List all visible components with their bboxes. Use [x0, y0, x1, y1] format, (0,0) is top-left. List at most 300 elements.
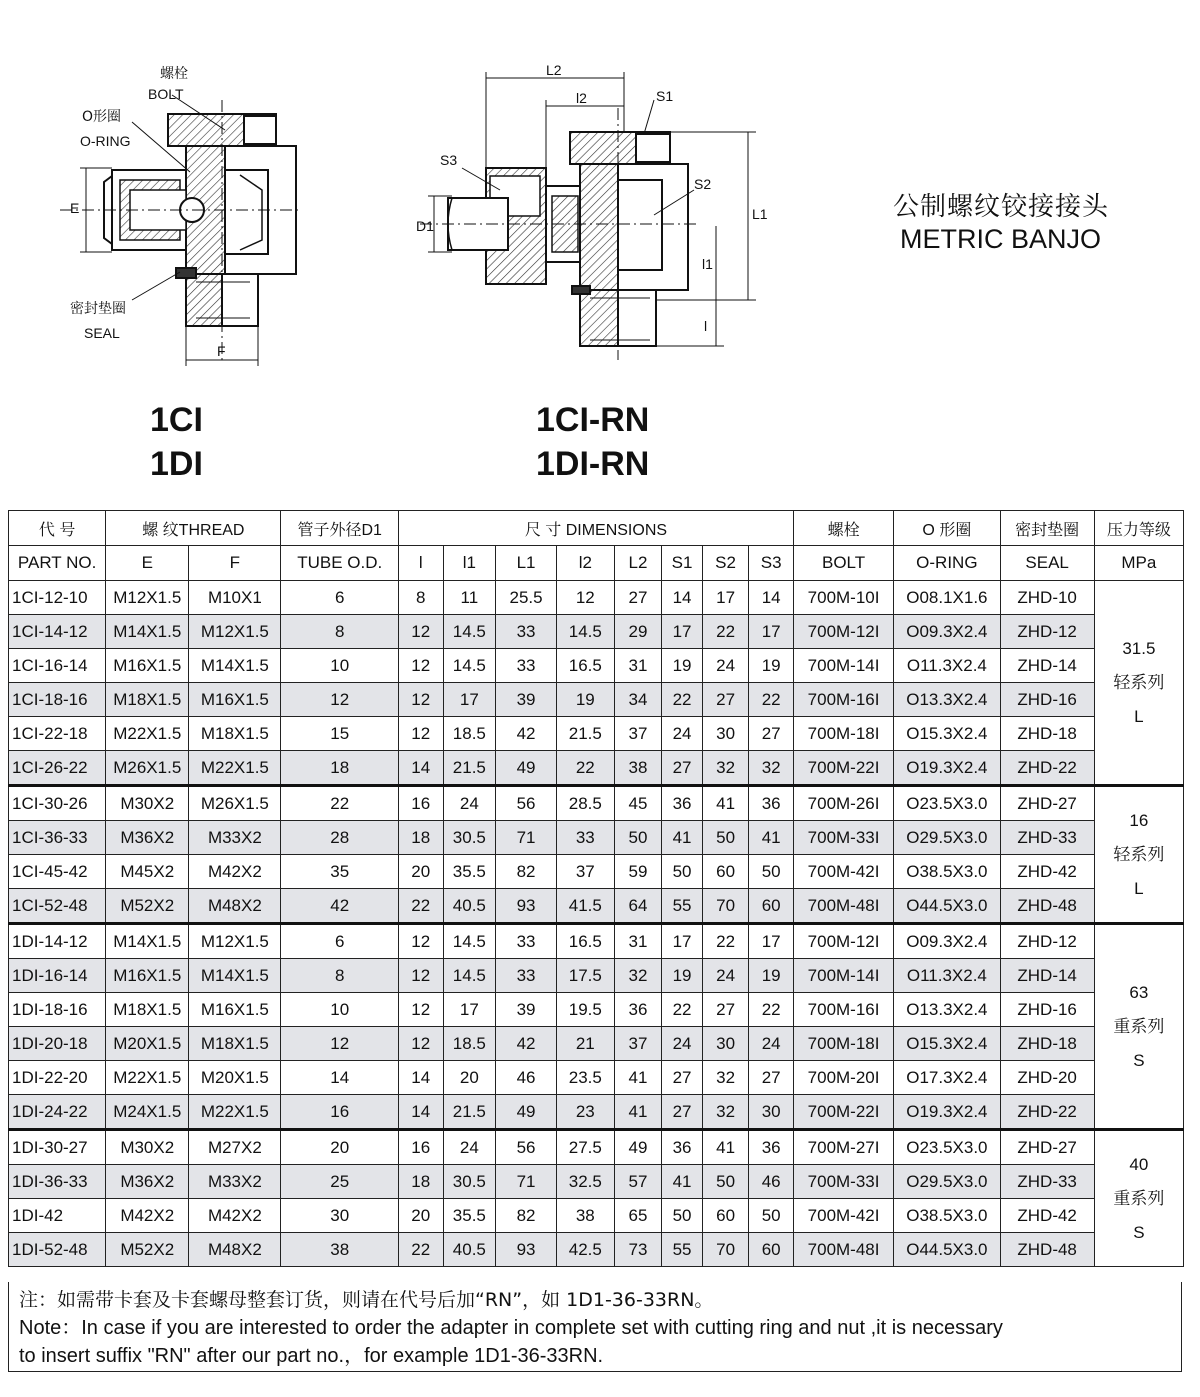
table-cell: M26X1.5: [189, 786, 281, 821]
table-cell: 700M-14I: [793, 959, 893, 993]
table-cell: 8: [398, 581, 443, 615]
table-cell: 10: [281, 993, 398, 1027]
table-cell: ZHD-48: [1000, 889, 1094, 924]
table-cell: 16.5: [556, 924, 614, 959]
pressure-letter: L: [1134, 878, 1144, 898]
table-row: [9, 1233, 1184, 1267]
head-f: F: [189, 546, 281, 581]
table-cell: 20: [281, 1130, 398, 1165]
table-cell: 19: [556, 683, 614, 717]
table-cell: O23.5X3.0: [894, 1130, 1000, 1165]
pressure-class-cell: [1094, 786, 1183, 924]
table-cell: 33: [496, 924, 557, 959]
table-cell: 12: [398, 924, 443, 959]
table-cell: 50: [662, 1199, 703, 1233]
table-cell: 35: [281, 855, 398, 889]
table-row: [9, 1061, 1184, 1095]
table-cell: 32: [749, 751, 794, 786]
table-cell: 73: [614, 1233, 662, 1267]
table-cell: O15.3X2.4: [894, 1027, 1000, 1061]
table-cell: 700M-22I: [793, 751, 893, 786]
table-cell: 1CI-52-48: [9, 889, 106, 924]
table-cell: 30: [702, 1027, 749, 1061]
model-left: [150, 398, 203, 486]
table-cell: M14X1.5: [106, 924, 189, 959]
table-cell: M18X1.5: [106, 993, 189, 1027]
table-cell: M33X2: [189, 1165, 281, 1199]
table-cell: M52X2: [106, 1233, 189, 1267]
seal-label-en: SEAL: [84, 325, 120, 341]
table-cell: 93: [496, 889, 557, 924]
table-cell: 33: [496, 649, 557, 683]
table-row: [9, 1165, 1184, 1199]
table-cell: 27: [614, 581, 662, 615]
bolt-label-cn: 螺栓: [160, 66, 188, 82]
table-row: [9, 1027, 1184, 1061]
head-s3: S3: [749, 546, 794, 581]
table-cell: 93: [496, 1233, 557, 1267]
table-cell: 700M-10I: [793, 581, 893, 615]
table-cell: 55: [662, 1233, 703, 1267]
table-cell: ZHD-10: [1000, 581, 1094, 615]
table-cell: 49: [614, 1130, 662, 1165]
head-seal-en: SEAL: [1000, 546, 1094, 581]
table-cell: 29: [614, 615, 662, 649]
table-cell: M24X1.5: [106, 1095, 189, 1130]
pressure-class-cell: [1094, 1130, 1183, 1267]
table-cell: 12: [398, 993, 443, 1027]
table-cell: M22X1.5: [189, 751, 281, 786]
table-cell: 42: [281, 889, 398, 924]
table-cell: 12: [398, 615, 443, 649]
table-cell: 31: [614, 924, 662, 959]
dim-f-label: F: [217, 343, 226, 359]
table-row: [9, 889, 1184, 924]
table-cell: 27.5: [556, 1130, 614, 1165]
table-cell: 14: [281, 1061, 398, 1095]
table-cell: 1DI-18-16: [9, 993, 106, 1027]
table-cell: 700M-26I: [793, 786, 893, 821]
dim-l2-label: l2: [576, 90, 587, 106]
head-tube-en: TUBE O.D.: [281, 546, 398, 581]
table-cell: 19.5: [556, 993, 614, 1027]
table-row: [9, 717, 1184, 751]
table-cell: 22: [281, 786, 398, 821]
table-cell: 1DI-36-33: [9, 1165, 106, 1199]
table-cell: ZHD-22: [1000, 751, 1094, 786]
table-cell: 24: [443, 1130, 496, 1165]
dim-D1-label: D1: [416, 218, 434, 234]
table-cell: 1DI-16-14: [9, 959, 106, 993]
title-english: METRIC BANJO: [900, 224, 1102, 254]
table-cell: 49: [496, 1095, 557, 1130]
table-cell: ZHD-42: [1000, 1199, 1094, 1233]
oring-label-en: O-RING: [80, 133, 131, 149]
table-cell: 22: [662, 683, 703, 717]
model-right-1: 1CI-RN: [536, 401, 650, 439]
table-cell: 70: [702, 889, 749, 924]
table-cell: 24: [662, 1027, 703, 1061]
table-cell: M16X1.5: [189, 993, 281, 1027]
table-cell: 42: [496, 717, 557, 751]
table-cell: 14: [749, 581, 794, 615]
table-cell: 28.5: [556, 786, 614, 821]
table-cell: ZHD-12: [1000, 615, 1094, 649]
table-cell: 16: [281, 1095, 398, 1130]
table-cell: 31: [614, 649, 662, 683]
table-cell: 17: [702, 581, 749, 615]
table-cell: ZHD-42: [1000, 855, 1094, 889]
seal-label-cn: 密封垫圈: [70, 301, 126, 317]
dim-S3-label: S3: [440, 152, 458, 168]
model-left-2: 1DI: [150, 445, 203, 483]
table-cell: 24: [443, 786, 496, 821]
table-cell: M42X2: [189, 855, 281, 889]
note-english-1: Note：In case if you are interested to order the adapter in complete set with cutting ring and nut ,it is necessary: [19, 1317, 1003, 1339]
table-cell: 27: [662, 1095, 703, 1130]
table-cell: 41: [702, 786, 749, 821]
table-cell: 700M-20I: [793, 1061, 893, 1095]
table-cell: ZHD-27: [1000, 786, 1094, 821]
table-cell: 22: [749, 993, 794, 1027]
table-cell: 27: [662, 1061, 703, 1095]
table-cell: 1CI-16-14: [9, 649, 106, 683]
table-cell: 39: [496, 683, 557, 717]
table-cell: M16X1.5: [106, 649, 189, 683]
table-cell: 14.5: [443, 615, 496, 649]
pressure-letter: L: [1134, 706, 1144, 726]
table-cell: 17: [749, 924, 794, 959]
table-cell: O44.5X3.0: [894, 889, 1000, 924]
table-cell: 10: [281, 649, 398, 683]
head-dimensions: 尺 寸 DIMENSIONS: [398, 511, 793, 546]
table-cell: 50: [702, 821, 749, 855]
head-L2: L2: [614, 546, 662, 581]
table-cell: M45X2: [106, 855, 189, 889]
table-cell: 17: [749, 615, 794, 649]
table-cell: 23.5: [556, 1061, 614, 1095]
head-thread: 螺 纹THREAD: [106, 511, 281, 546]
table-cell: 700M-33I: [793, 1165, 893, 1199]
table-cell: O38.5X3.0: [894, 1199, 1000, 1233]
table-cell: 36: [662, 786, 703, 821]
head-l2: l2: [556, 546, 614, 581]
table-cell: 700M-18I: [793, 717, 893, 751]
dim-S1-label: S1: [656, 88, 674, 104]
table-cell: 700M-22I: [793, 1095, 893, 1130]
table-cell: 46: [749, 1165, 794, 1199]
table-cell: 8: [281, 959, 398, 993]
table-cell: 17: [662, 924, 703, 959]
table-row: [9, 959, 1184, 993]
head-e: E: [106, 546, 189, 581]
pressure-letter: S: [1133, 1050, 1145, 1070]
table-row: [9, 855, 1184, 889]
table-cell: M20X1.5: [189, 1061, 281, 1095]
table-cell: M10X1: [189, 581, 281, 615]
table-cell: 56: [496, 1130, 557, 1165]
table-row: [9, 1095, 1184, 1130]
pressure-value: 16: [1129, 810, 1149, 830]
table-cell: 27: [749, 1061, 794, 1095]
table-cell: ZHD-18: [1000, 717, 1094, 751]
model-right: [536, 398, 649, 486]
table-cell: O17.3X2.4: [894, 1061, 1000, 1095]
table-cell: O38.5X3.0: [894, 855, 1000, 889]
table-cell: 41: [614, 1095, 662, 1130]
table-cell: 19: [749, 959, 794, 993]
table-cell: M22X1.5: [106, 717, 189, 751]
table-cell: 27: [702, 993, 749, 1027]
table-cell: 16.5: [556, 649, 614, 683]
table-cell: 42.5: [556, 1233, 614, 1267]
table-cell: 41: [662, 821, 703, 855]
table-cell: 60: [702, 1199, 749, 1233]
pressure-cn: 轻系列: [1113, 672, 1165, 693]
pressure-value: 63: [1129, 982, 1149, 1002]
table-cell: M48X2: [189, 889, 281, 924]
pressure-class-cell: [1094, 924, 1183, 1130]
table-cell: O09.3X2.4: [894, 924, 1000, 959]
model-left-1: 1CI: [150, 401, 203, 439]
table-cell: M18X1.5: [189, 717, 281, 751]
table-cell: 700M-12I: [793, 615, 893, 649]
table-cell: 24: [749, 1027, 794, 1061]
table-cell: 30: [702, 717, 749, 751]
head-part-en: PART NO.: [9, 546, 106, 581]
table-row: [9, 1199, 1184, 1233]
table-cell: M12X1.5: [189, 615, 281, 649]
table-cell: 20: [398, 1199, 443, 1233]
table-cell: 32: [702, 751, 749, 786]
table-cell: 50: [614, 821, 662, 855]
table-cell: 22: [556, 751, 614, 786]
table-cell: 71: [496, 821, 557, 855]
table-cell: M12X1.5: [189, 924, 281, 959]
table-row: [9, 751, 1184, 786]
table-cell: 12: [398, 717, 443, 751]
table-cell: 32.5: [556, 1165, 614, 1199]
table-cell: 82: [496, 1199, 557, 1233]
table-cell: 38: [614, 751, 662, 786]
pressure-value: 40: [1129, 1154, 1149, 1174]
table-cell: O11.3X2.4: [894, 959, 1000, 993]
head-oring-cn: O 形圈: [894, 511, 1000, 546]
table-cell: O19.3X2.4: [894, 1095, 1000, 1130]
table-cell: 36: [749, 786, 794, 821]
pressure-cn: 重系列: [1113, 1016, 1165, 1037]
table-cell: M52X2: [106, 889, 189, 924]
table-cell: 21.5: [443, 751, 496, 786]
table-cell: 12: [398, 649, 443, 683]
table-cell: 15: [281, 717, 398, 751]
table-cell: 1DI-42: [9, 1199, 106, 1233]
table-cell: 19: [662, 649, 703, 683]
dim-S2-label: S2: [694, 176, 712, 192]
table-cell: 24: [702, 649, 749, 683]
table-cell: O13.3X2.4: [894, 683, 1000, 717]
table-cell: 1CI-45-42: [9, 855, 106, 889]
table-cell: 41: [662, 1165, 703, 1199]
table-cell: 25: [281, 1165, 398, 1199]
table-cell: 12: [398, 1027, 443, 1061]
table-cell: 12: [398, 959, 443, 993]
title-chinese: 公制螺纹铰接接头: [893, 192, 1110, 222]
table-cell: 21.5: [443, 1095, 496, 1130]
table-cell: 27: [662, 751, 703, 786]
table-cell: ZHD-14: [1000, 959, 1094, 993]
table-cell: 14: [398, 751, 443, 786]
table-cell: 1CI-22-18: [9, 717, 106, 751]
table-cell: 22: [749, 683, 794, 717]
table-cell: 18: [398, 1165, 443, 1199]
spec-table: [8, 510, 1184, 1267]
table-cell: 41: [702, 1130, 749, 1165]
table-cell: O15.3X2.4: [894, 717, 1000, 751]
table-cell: 1CI-14-12: [9, 615, 106, 649]
table-cell: O08.1X1.6: [894, 581, 1000, 615]
table-cell: 33: [496, 959, 557, 993]
table-cell: O11.3X2.4: [894, 649, 1000, 683]
table-cell: 50: [749, 855, 794, 889]
table-cell: M36X2: [106, 821, 189, 855]
table-cell: O23.5X3.0: [894, 786, 1000, 821]
head-bolt-cn: 螺栓: [793, 511, 893, 546]
table-cell: 14: [662, 581, 703, 615]
table-cell: 23: [556, 1095, 614, 1130]
head-L1: L1: [496, 546, 557, 581]
table-cell: 39: [496, 993, 557, 1027]
table-cell: M36X2: [106, 1165, 189, 1199]
dim-e-label: E: [70, 200, 80, 216]
table-cell: 27: [749, 717, 794, 751]
table-cell: 55: [662, 889, 703, 924]
table-cell: 700M-33I: [793, 821, 893, 855]
table-cell: 22: [662, 993, 703, 1027]
dim-L2-label: L2: [546, 62, 562, 78]
table-cell: M14X1.5: [189, 649, 281, 683]
table-cell: 33: [556, 821, 614, 855]
dim-l1-label: l1: [702, 256, 713, 272]
table-cell: 14.5: [443, 924, 496, 959]
table-cell: O09.3X2.4: [894, 615, 1000, 649]
table-cell: 14.5: [443, 959, 496, 993]
table-cell: 700M-27I: [793, 1130, 893, 1165]
table-cell: 17: [662, 615, 703, 649]
table-cell: 65: [614, 1199, 662, 1233]
table-row: [9, 581, 1184, 615]
table-cell: M14X1.5: [106, 615, 189, 649]
table-cell: ZHD-18: [1000, 1027, 1094, 1061]
table-cell: 82: [496, 855, 557, 889]
table-cell: M18X1.5: [189, 1027, 281, 1061]
spec-table-body: [9, 581, 1184, 1267]
table-cell: 38: [556, 1199, 614, 1233]
table-cell: O29.5X3.0: [894, 821, 1000, 855]
table-row: [9, 924, 1184, 959]
table-cell: ZHD-48: [1000, 1233, 1094, 1267]
table-cell: ZHD-22: [1000, 1095, 1094, 1130]
table-cell: 32: [614, 959, 662, 993]
table-cell: 12: [398, 683, 443, 717]
table-cell: 14: [398, 1095, 443, 1130]
table-cell: 1CI-36-33: [9, 821, 106, 855]
table-cell: 30.5: [443, 821, 496, 855]
table-cell: 14.5: [556, 615, 614, 649]
bolt-label-en: BOLT: [148, 86, 184, 102]
head-tube-cn: 管子外径D1: [281, 511, 398, 546]
table-cell: 14.5: [443, 649, 496, 683]
table-cell: 1CI-26-22: [9, 751, 106, 786]
table-cell: 1DI-22-20: [9, 1061, 106, 1095]
table-cell: 20: [443, 1061, 496, 1095]
table-cell: 32: [702, 1061, 749, 1095]
pressure-value: 31.5: [1122, 638, 1156, 658]
table-cell: 1DI-24-22: [9, 1095, 106, 1130]
table-cell: 21: [556, 1027, 614, 1061]
table-cell: 36: [614, 993, 662, 1027]
dim-L1-label: L1: [752, 206, 768, 222]
note-chinese: 注：如需带卡套及卡套螺母整套订货，则请在代号后加“RN”，如 1D1-36-33RN。: [19, 1289, 714, 1311]
table-cell: ZHD-33: [1000, 1165, 1094, 1199]
table-cell: 37: [614, 717, 662, 751]
table-cell: 1CI-18-16: [9, 683, 106, 717]
table-cell: 41.5: [556, 889, 614, 924]
table-row: [9, 821, 1184, 855]
pressure-letter: S: [1133, 1222, 1145, 1242]
table-cell: 1DI-14-12: [9, 924, 106, 959]
table-cell: 64: [614, 889, 662, 924]
table-cell: 46: [496, 1061, 557, 1095]
head-bolt-en: BOLT: [793, 546, 893, 581]
table-cell: 35.5: [443, 1199, 496, 1233]
table-cell: 700M-42I: [793, 1199, 893, 1233]
table-cell: 22: [398, 889, 443, 924]
table-row: [9, 993, 1184, 1027]
table-cell: 50: [702, 1165, 749, 1199]
table-cell: 12: [281, 1027, 398, 1061]
head-oring-en: O-RING: [894, 546, 1000, 581]
table-cell: 1DI-52-48: [9, 1233, 106, 1267]
table-cell: O19.3X2.4: [894, 751, 1000, 786]
table-cell: M33X2: [189, 821, 281, 855]
table-cell: 36: [662, 1130, 703, 1165]
table-cell: 60: [702, 855, 749, 889]
table-cell: M42X2: [106, 1199, 189, 1233]
table-row: [9, 786, 1184, 821]
table-cell: ZHD-27: [1000, 1130, 1094, 1165]
table-row: [9, 1130, 1184, 1165]
table-cell: 22: [702, 615, 749, 649]
table-cell: 40.5: [443, 1233, 496, 1267]
table-cell: 42: [496, 1027, 557, 1061]
table-cell: 28: [281, 821, 398, 855]
head-s2: S2: [702, 546, 749, 581]
table-cell: 37: [556, 855, 614, 889]
table-cell: 16: [398, 786, 443, 821]
table-cell: 30: [749, 1095, 794, 1130]
head-mpa-cn: 压力等级: [1094, 511, 1183, 546]
table-cell: 41: [749, 821, 794, 855]
table-cell: 22: [398, 1233, 443, 1267]
table-cell: M16X1.5: [189, 683, 281, 717]
table-cell: 38: [281, 1233, 398, 1267]
table-cell: 59: [614, 855, 662, 889]
table-cell: 1CI-12-10: [9, 581, 106, 615]
table-cell: 37: [614, 1027, 662, 1061]
table-cell: 700M-14I: [793, 649, 893, 683]
table-cell: M48X2: [189, 1233, 281, 1267]
